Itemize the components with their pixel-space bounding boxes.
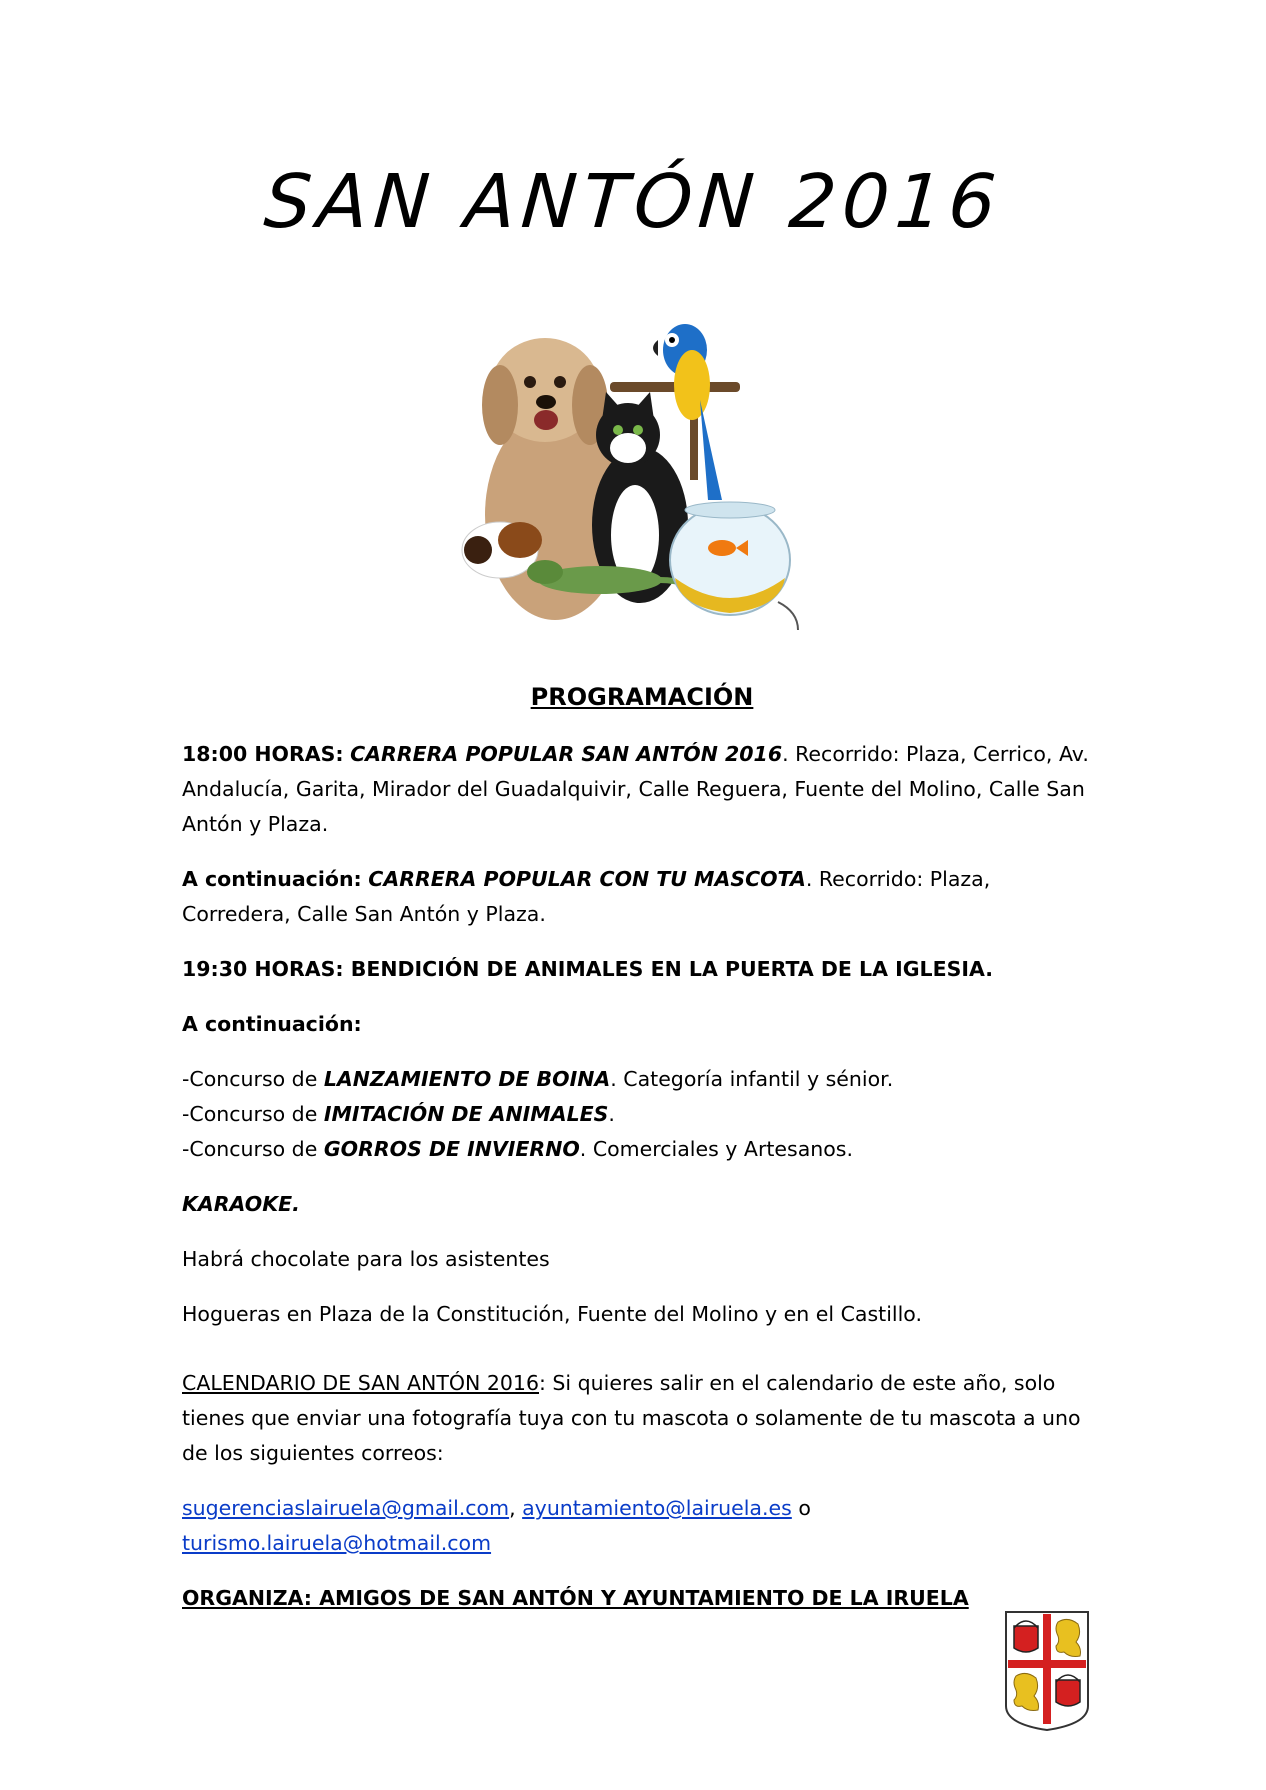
event-detail: . Recorrido: Plaza, Corredera, Calle San Antón y Plaza. [182,867,991,926]
organizer-text: ORGANIZA: AMIGOS DE SAN ANTÓN Y AYUNTAMIENTO DE LA IRUELA [182,1586,969,1610]
event-paragraph [182,737,1102,842]
lion-icon [1014,1673,1039,1710]
event-prefix: A continuación: [182,867,362,891]
contest-name: IMITACIÓN DE ANIMALES [323,1102,609,1126]
list-item: -Concurso de LANZAMIENTO DE BOINA. Categoría infantil y sénior. [182,1067,894,1091]
event-time: 18:00 HORAS: [182,742,344,766]
program-content [182,680,1102,1636]
kettle-icon [1056,1675,1080,1706]
list-item: -Concurso de IMITACIÓN DE ANIMALES. [182,1102,615,1126]
event-paragraph: 19:30 HORAS: BENDICIÓN DE ANIMALES EN LA PUERTA DE LA IGLESIA. [182,957,994,981]
karaoke-text: KARAOKE. [182,1192,300,1216]
contest-name: GORROS DE INVIERNO [323,1137,580,1161]
email-link-turismo[interactable]: turismo.lairuela@hotmail.com [182,1531,492,1555]
kettle-icon [1014,1621,1038,1652]
calendar-label: CALENDARIO DE SAN ANTÓN 2016 [182,1371,539,1395]
calendar-paragraph [182,1366,1102,1471]
event-paragraph [182,862,1102,932]
fishbowl-icon [670,502,798,630]
page-title: SAN ANTÓN 2016 [261,159,1005,245]
event-detail: . Recorrido: Plaza, Cerrico, Av. Andalucía, Garita, Mirador del Guadalquivir, Calle Reguera, Fuente del Molino, Calle San Antón y Plaza. [182,742,1089,836]
bonfires-text: Hogueras en Plaza de la Constitución, Fuente del Molino y en el Castillo. [182,1302,923,1326]
event-prefix: A continuación: [182,1012,362,1036]
section-heading: PROGRAMACIÓN [530,683,754,711]
event-name: CARRERA POPULAR SAN ANTÓN 2016 [350,742,783,766]
email-link-ayuntamiento[interactable]: ayuntamiento@lairuela.es [522,1496,792,1520]
lion-icon [1056,1619,1081,1656]
event-name: CARRERA POPULAR CON TU MASCOTA [368,867,806,891]
calendar-text: : Si quieres salir en el calendario de este año, solo tienes que enviar una fotografía tuya con tu mascota o solamente de tu mascota a uno de los siguientes correos: [182,1371,1081,1465]
contest-list [182,1062,1102,1167]
list-item: -Concurso de GORROS DE INVIERNO. Comerciales y Artesanos. [182,1137,854,1161]
coat-of-arms-icon [1002,1608,1092,1732]
chocolate-text: Habrá chocolate para los asistentes [182,1247,550,1271]
pets-group-image [460,310,820,650]
email-link-sugerencias[interactable]: sugerenciaslairuela@gmail.com [182,1496,510,1520]
contest-name: LANZAMIENTO DE BOINA [323,1067,611,1091]
emails-paragraph: sugerenciaslairuela@gmail.com, ayuntamiento@lairuela.es o turismo.lairuela@hotmail.com [182,1496,811,1555]
